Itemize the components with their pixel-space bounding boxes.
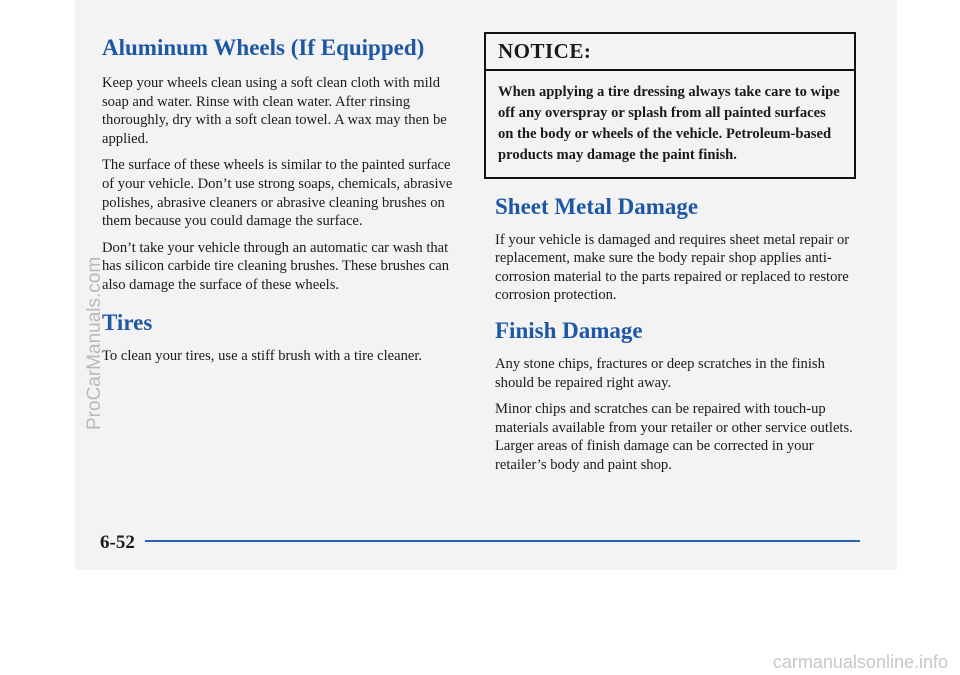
notice-box (484, 32, 856, 179)
watermark-text: ProCarManuals.com (84, 256, 105, 430)
paragraph-wheel-cleaning: Keep your wheels clean using a soft clean cloth with mild soap and water. Rinse with clean water. After rinsing thoroughly, dry with a soft clean towel. A wax may then be applied. (102, 75, 447, 147)
paragraph-tires: To clean your tires, use a stiff brush with a tire cleaner. (102, 347, 423, 364)
page-number: 6-52 (100, 532, 135, 553)
footer-url: carmanualsonline.info (772, 652, 948, 672)
paragraph-wheel-surface: The surface of these wheels is similar to the painted surface of your vehicle. Don’t use strong soaps, chemicals, abrasive polishes, abrasive cleaners or abrasive cleaning brushes on them because you could damage the surface. (102, 157, 453, 230)
notice-body: When applying a tire dressing always take care to wipe off any overspray or splash from all painted surfaces on the body or wheels of the vehicle. Petroleum-based products may damage the paint finish. (498, 83, 840, 163)
footer-rule (145, 540, 860, 542)
heading-finish-damage: Finish Damage (495, 317, 643, 343)
notice-title: NOTICE: (486, 34, 854, 71)
heading-sheet-metal-damage: Sheet Metal Damage (495, 193, 699, 219)
heading-aluminum-wheels: Aluminum Wheels (If Equipped) (102, 35, 425, 60)
paragraph-sheet-metal: If your vehicle is damaged and requires sheet metal repair or replacement, make sure the body repair shop applies anti-corrosion material to the parts repaired or replaced to restore corrosion protection. (495, 231, 850, 304)
paragraph-finish-2: Minor chips and scratches can be repaired with touch-up materials available from your retailer or other service outlets. Larger areas of finish damage can be corrected in your retailer’s body and paint shop. (495, 401, 853, 473)
paragraph-car-wash: Don’t take your vehicle through an automatic car wash that has silicon carbide tire cleaning brushes. These brushes can also damage the surface of these wheels. (102, 239, 450, 293)
heading-tires: Tires (102, 309, 153, 335)
right-column (495, 30, 865, 483)
paragraph-finish-1: Any stone chips, fractures or deep scratches in the finish should be repaired right away. (495, 355, 825, 391)
left-column (102, 30, 462, 373)
